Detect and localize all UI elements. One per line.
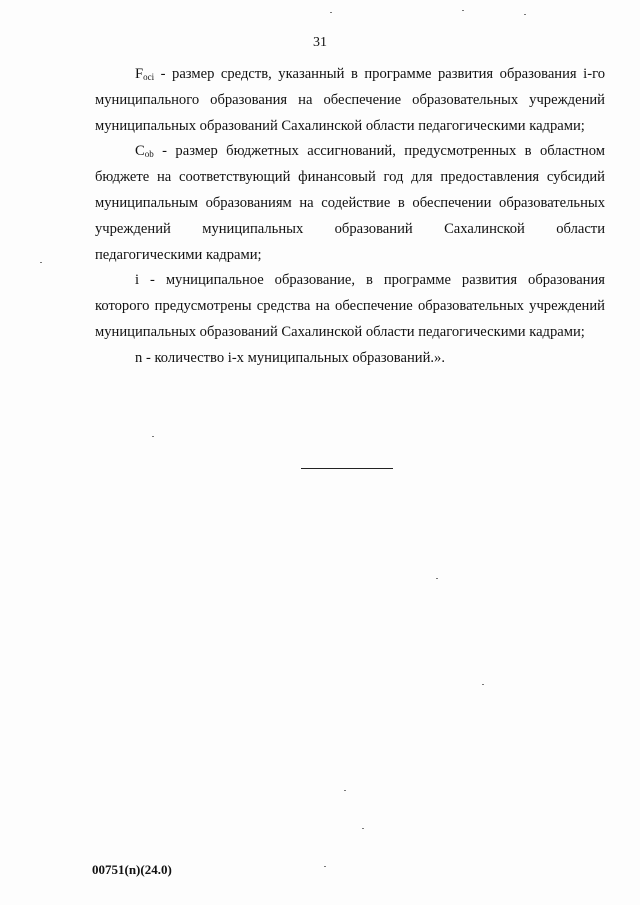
scan-speck [436,578,438,579]
scan-speck [330,12,332,13]
scan-speck [324,866,326,867]
symbol-subscript: oci [143,72,155,82]
symbol-subscript: ob [144,149,154,160]
symbol: C [135,143,145,160]
scan-speck [152,436,154,437]
scan-speck [362,828,364,829]
definition-paragraph-n [95,346,605,372]
definition-text: n - количество i-х муниципальных образований.». [135,349,445,366]
end-separator-line [301,468,393,469]
scan-speck [344,790,346,791]
scan-speck [482,684,484,685]
page-number: 31 [313,35,327,50]
definition-text: - размер бюджетных ассигнований, предусмотренных в областном бюджете на соответствующий финансовый год для предоставления субсидий муниципальным образованиям на содействие в обеспечении образовательных учреждений муниципальных образований Сахалинской области педагогическими кадрами; [95,143,605,263]
definition-paragraph-f-oci [95,62,605,139]
scan-speck [524,14,526,15]
page-content [95,62,605,372]
definition-paragraph-c-ob [95,139,605,268]
scan-speck [40,262,42,263]
scan-speck [462,10,464,11]
definition-paragraph-i [95,268,605,345]
symbol: F [135,66,144,82]
definition-text: i - муниципальное образование, в программе развития образования которого предусмотрены средства на обеспечение образовательных учреждений муниципальных образований Сахалинской области педагогическими кадрами; [95,272,605,340]
definition-text: - размер средств, указанный в программе развития образования i-го муниципального образования на обеспечение образовательных учреждений муниципальных образований Сахалинской области педагогическими кадрами; [95,66,605,134]
document-code: 00751(n)(24.0) [92,862,172,877]
